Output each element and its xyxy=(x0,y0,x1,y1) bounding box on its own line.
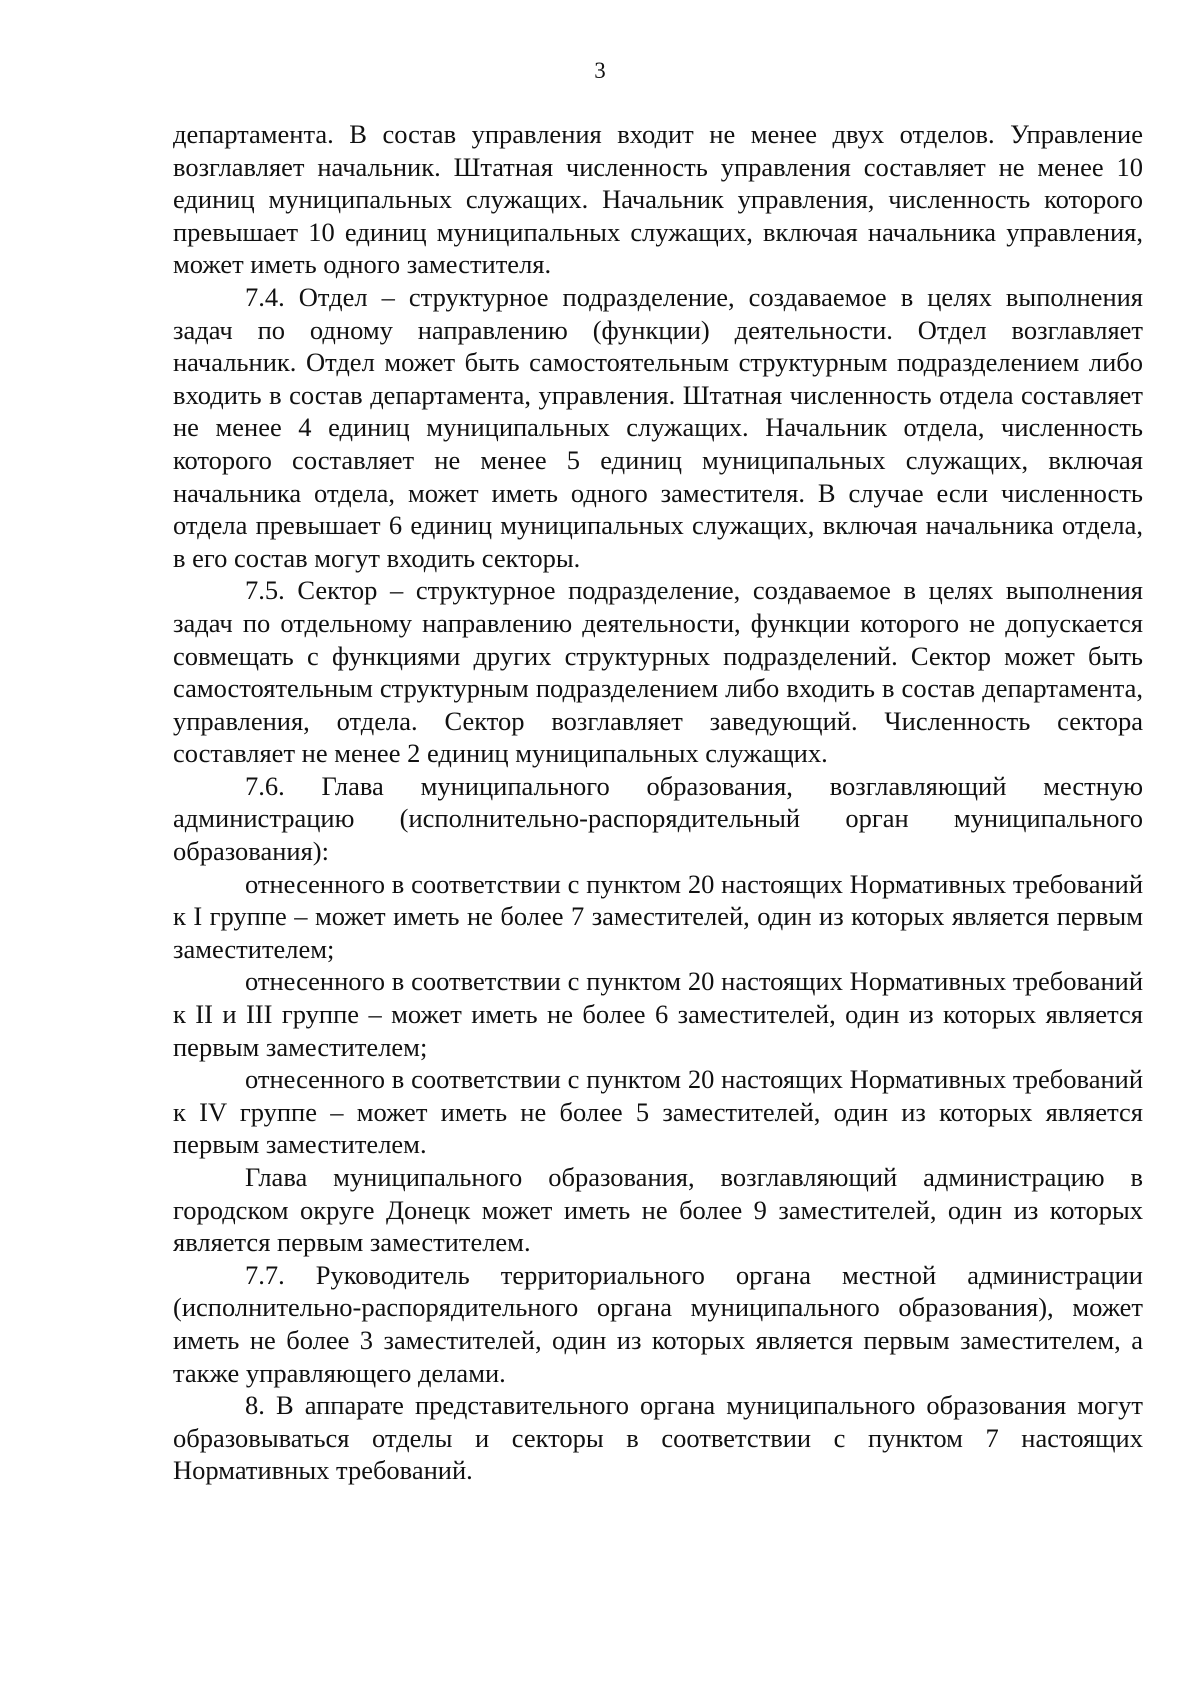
page-number: 3 xyxy=(594,58,606,83)
paragraph-continuation: департамента. В состав управления входит не менее двух отделов. Управление возглавляет начальник. Штатная численность управления составляет не менее 10 единиц муниципальных служащих. Начальник управления, численность которого превышает 10 единиц муниципальных служащих, включая начальника управления, может иметь одного заместителя. xyxy=(173,119,1143,280)
paragraph-7-6-group-4: отнесенного в соответствии с пунктом 20 настоящих Нормативных требований к IV группе – может иметь не более 5 заместителей, один из которых является первым заместителем. xyxy=(173,1064,1143,1160)
document-body xyxy=(173,118,1143,1487)
paragraph-7-6: 7.6. Глава муниципального образования, возглавляющий местную администрацию (исполнительно-распорядительный орган муниципального образования): xyxy=(173,770,1143,867)
paragraph-7-7: 7.7. Руководитель территориального органа местной администрации (исполнительно-распорядительного органа муниципального образования), может иметь не более 3 заместителей, один из которых является первым заместителем, а также управляющего делами. xyxy=(173,1259,1143,1388)
paragraph-7-5: 7.5. Сектор – структурное подразделение, создаваемое в целях выполнения задач по отдельному направлению деятельности, функции которого не допускается совмещать с функциями других структурных подразделений. Сектор может быть самостоятельным структурным подразделением либо входить в состав департамента, управления, отдела. Сектор возглавляет заведующий. Численность сектора составляет не менее 2 единиц муниципальных служащих. xyxy=(173,575,1143,769)
paragraph-7-6-group-2-3: отнесенного в соответствии с пунктом 20 настоящих Нормативных требований к II и III группе – может иметь не более 6 заместителей, один из которых является первым заместителем; xyxy=(173,966,1143,1062)
paragraph-7-4: 7.4. Отдел – структурное подразделение, создаваемое в целях выполнения задач по одному направлению (функции) деятельности. Отдел возглавляет начальник. Отдел может быть самостоятельным структурным подразделением либо входить в состав департамента, управления. Штатная численность отдела составляет не менее 4 единиц муниципальных служащих. Начальник отдела, численность которого составляет не менее 5 единиц муниципальных служащих, включая начальника отдела, может иметь одного заместителя. В случае если численность отдела превышает 6 единиц муниципальных служащих, включая начальника отдела, в его состав могут входить секторы. xyxy=(173,281,1143,573)
paragraph-7-6-group-1: отнесенного в соответствии с пунктом 20 настоящих Нормативных требований к I группе – может иметь не более 7 заместителей, один из которых является первым заместителем; xyxy=(173,868,1143,964)
paragraph-7-6-donetsk: Глава муниципального образования, возглавляющий администрацию в городском округе Донецк может иметь не более 9 заместителей, один из которых является первым заместителем. xyxy=(173,1162,1143,1258)
paragraph-8: 8. В аппарате представительного органа муниципального образования могут образовываться отделы и секторы в соответствии с пунктом 7 настоящих Нормативных требований. xyxy=(173,1390,1143,1486)
